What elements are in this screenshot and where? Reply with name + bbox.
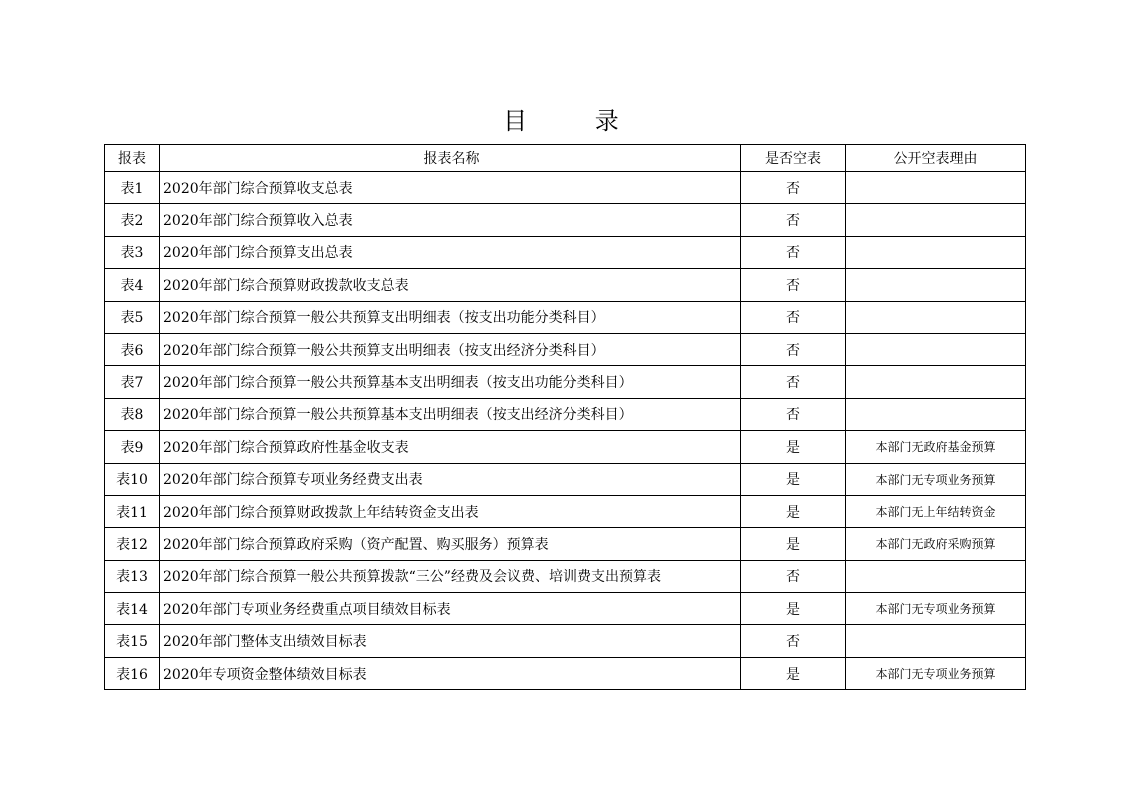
report-name-cell: 2020年部门综合预算一般公共预算基本支出明细表（按支出经济分类科目） <box>160 398 741 430</box>
report-code-cell: 表7 <box>105 366 160 398</box>
report-name-cell: 2020年部门综合预算专项业务经费支出表 <box>160 463 741 495</box>
table-row <box>105 236 1026 268</box>
empty-reason-cell <box>846 301 1026 333</box>
table-row <box>105 301 1026 333</box>
empty-reason-cell <box>846 366 1026 398</box>
report-name-cell: 2020年部门专项业务经费重点项目绩效目标表 <box>160 593 741 625</box>
report-name-cell: 2020年部门综合预算收支总表 <box>160 172 741 204</box>
is-empty-cell: 是 <box>741 495 846 527</box>
report-code-cell: 表5 <box>105 301 160 333</box>
report-code-cell: 表16 <box>105 657 160 689</box>
report-code-cell: 表3 <box>105 236 160 268</box>
header-name: 报表名称 <box>160 145 741 172</box>
empty-reason-cell <box>846 333 1026 365</box>
report-code-cell: 表9 <box>105 431 160 463</box>
table-row <box>105 172 1026 204</box>
is-empty-cell: 是 <box>741 593 846 625</box>
report-code-cell: 表14 <box>105 593 160 625</box>
is-empty-cell: 否 <box>741 236 846 268</box>
table-row <box>105 204 1026 236</box>
table-row <box>105 269 1026 301</box>
report-name-cell: 2020年部门综合预算一般公共预算拨款“三公”经费及会议费、培训费支出预算表 <box>160 560 741 592</box>
empty-reason-cell: 本部门无专项业务预算 <box>846 657 1026 689</box>
is-empty-cell: 是 <box>741 463 846 495</box>
report-name-cell: 2020年部门综合预算一般公共预算支出明细表（按支出功能分类科目） <box>160 301 741 333</box>
is-empty-cell: 否 <box>741 301 846 333</box>
is-empty-cell: 是 <box>741 528 846 560</box>
report-code-cell: 表11 <box>105 495 160 527</box>
header-reason: 公开空表理由 <box>846 145 1026 172</box>
is-empty-cell: 是 <box>741 431 846 463</box>
report-code-cell: 表2 <box>105 204 160 236</box>
table-row <box>105 528 1026 560</box>
table-row <box>105 625 1026 657</box>
empty-reason-cell: 本部门无政府采购预算 <box>846 528 1026 560</box>
report-code-cell: 表10 <box>105 463 160 495</box>
is-empty-cell: 否 <box>741 398 846 430</box>
report-name-cell: 2020年部门综合预算财政拨款上年结转资金支出表 <box>160 495 741 527</box>
report-name-cell: 2020年部门综合预算政府性基金收支表 <box>160 431 741 463</box>
report-name-cell: 2020年部门综合预算一般公共预算支出明细表（按支出经济分类科目） <box>160 333 741 365</box>
report-name-cell: 2020年专项资金整体绩效目标表 <box>160 657 741 689</box>
toc-table <box>104 144 1026 690</box>
empty-reason-cell <box>846 236 1026 268</box>
is-empty-cell: 否 <box>741 366 846 398</box>
table-row <box>105 463 1026 495</box>
is-empty-cell: 是 <box>741 657 846 689</box>
report-code-cell: 表6 <box>105 333 160 365</box>
empty-reason-cell: 本部门无专项业务预算 <box>846 463 1026 495</box>
empty-reason-cell <box>846 625 1026 657</box>
table-row <box>105 431 1026 463</box>
report-name-cell: 2020年部门综合预算一般公共预算基本支出明细表（按支出功能分类科目） <box>160 366 741 398</box>
table-header-row <box>105 145 1026 172</box>
report-name-cell: 2020年部门综合预算支出总表 <box>160 236 741 268</box>
report-name-cell: 2020年部门整体支出绩效目标表 <box>160 625 741 657</box>
report-code-cell: 表4 <box>105 269 160 301</box>
table-row <box>105 657 1026 689</box>
report-code-cell: 表15 <box>105 625 160 657</box>
is-empty-cell: 否 <box>741 172 846 204</box>
empty-reason-cell <box>846 172 1026 204</box>
empty-reason-cell <box>846 204 1026 236</box>
report-code-cell: 表1 <box>105 172 160 204</box>
empty-reason-cell <box>846 398 1026 430</box>
table-row <box>105 398 1026 430</box>
report-name-cell: 2020年部门综合预算财政拨款收支总表 <box>160 269 741 301</box>
empty-reason-cell: 本部门无政府基金预算 <box>846 431 1026 463</box>
table-row <box>105 495 1026 527</box>
table-body <box>105 172 1026 690</box>
is-empty-cell: 否 <box>741 269 846 301</box>
table-row <box>105 593 1026 625</box>
report-name-cell: 2020年部门综合预算政府采购（资产配置、购买服务）预算表 <box>160 528 741 560</box>
header-empty: 是否空表 <box>741 145 846 172</box>
page-title: 目 录 <box>503 107 649 135</box>
empty-reason-cell <box>846 560 1026 592</box>
is-empty-cell: 否 <box>741 333 846 365</box>
table-row <box>105 560 1026 592</box>
header-code: 报表 <box>105 145 160 172</box>
is-empty-cell: 否 <box>741 560 846 592</box>
report-code-cell: 表13 <box>105 560 160 592</box>
table-row <box>105 366 1026 398</box>
empty-reason-cell: 本部门无专项业务预算 <box>846 593 1026 625</box>
empty-reason-cell: 本部门无上年结转资金 <box>846 495 1026 527</box>
table-row <box>105 333 1026 365</box>
empty-reason-cell <box>846 269 1026 301</box>
report-code-cell: 表12 <box>105 528 160 560</box>
is-empty-cell: 否 <box>741 625 846 657</box>
report-code-cell: 表8 <box>105 398 160 430</box>
report-name-cell: 2020年部门综合预算收入总表 <box>160 204 741 236</box>
is-empty-cell: 否 <box>741 204 846 236</box>
